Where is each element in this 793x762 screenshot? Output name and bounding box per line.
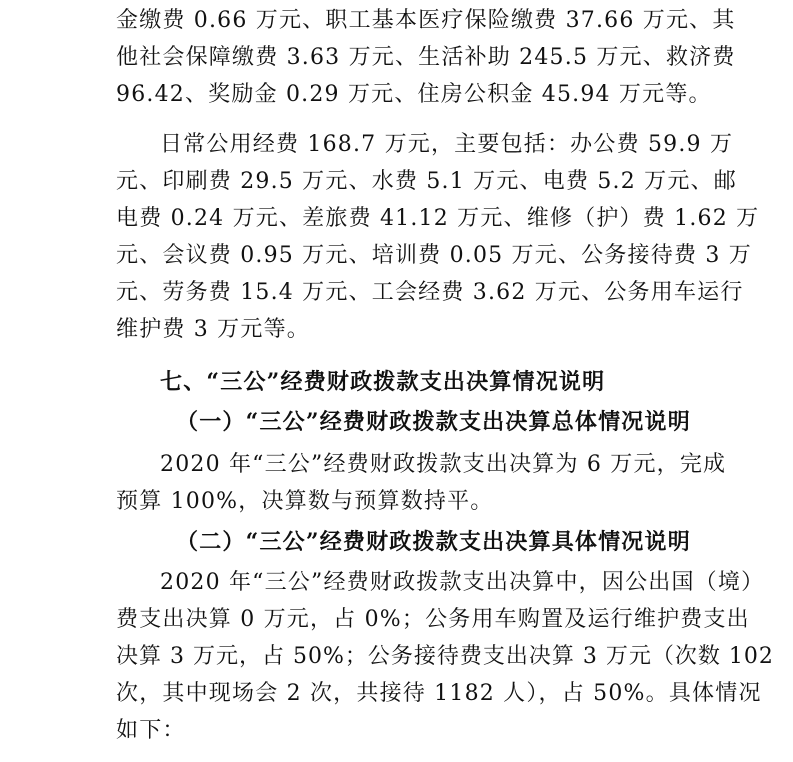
text-line: 决算 3 万元，占 50%；公务接待费支出决算 3 万元（次数 102 bbox=[116, 644, 774, 669]
paragraph-overall bbox=[116, 446, 727, 520]
text-line: 96.42、奖励金 0.29 万元、住房公积金 45.94 万元等。 bbox=[116, 82, 712, 107]
text-line: 金缴费 0.66 万元、职工基本医疗保险缴费 37.66 万元、其 bbox=[116, 8, 736, 33]
text-line: 电费 0.24 万元、差旅费 41.12 万元、维修（护）费 1.62 万 bbox=[116, 206, 760, 231]
text-line: 元、印刷费 29.5 万元、水费 5.1 万元、电费 5.2 万元、邮 bbox=[116, 169, 737, 194]
section-heading: 七、“三公”经费财政拨款支出决算情况说明 bbox=[160, 369, 606, 395]
text-line: 如下： bbox=[116, 718, 186, 743]
text-line: 维护费 3 万元等。 bbox=[116, 317, 310, 342]
text-line: 2020 年“三公”经费财政拨款支出决算中，因公出国（境） bbox=[160, 570, 765, 595]
text-line: 元、会议费 0.95 万元、培训费 0.05 万元、公务接待费 3 万 bbox=[116, 243, 752, 268]
paragraph-public-expenses bbox=[116, 126, 760, 348]
text-line: 次，其中现场会 2 次，共接待 1182 人），占 50%。具体情况 bbox=[116, 681, 762, 706]
text-line: 2020 年“三公”经费财政拨款支出决算为 6 万元，完成 bbox=[160, 452, 727, 477]
subheading-overall: （一）“三公”经费财政拨款支出决算总体情况说明 bbox=[176, 409, 691, 435]
text-line: 费支出决算 0 万元，占 0%；公务用车购置及运行维护费支出 bbox=[116, 607, 750, 632]
subheading-specific: （二）“三公”经费财政拨款支出决算具体情况说明 bbox=[176, 529, 691, 555]
text-line: 日常公用经费 168.7 万元，主要包括：办公费 59.9 万 bbox=[160, 132, 734, 157]
paragraph-specific bbox=[116, 564, 774, 749]
text-line: 他社会保障缴费 3.63 万元、生活补助 245.5 万元、救济费 bbox=[116, 45, 736, 70]
paragraph-personnel-expenses bbox=[116, 2, 736, 113]
text-line: 预算 100%，决算数与预算数持平。 bbox=[116, 489, 494, 514]
text-line: 元、劳务费 15.4 万元、工会经费 3.62 万元、公务用车运行 bbox=[116, 280, 744, 305]
